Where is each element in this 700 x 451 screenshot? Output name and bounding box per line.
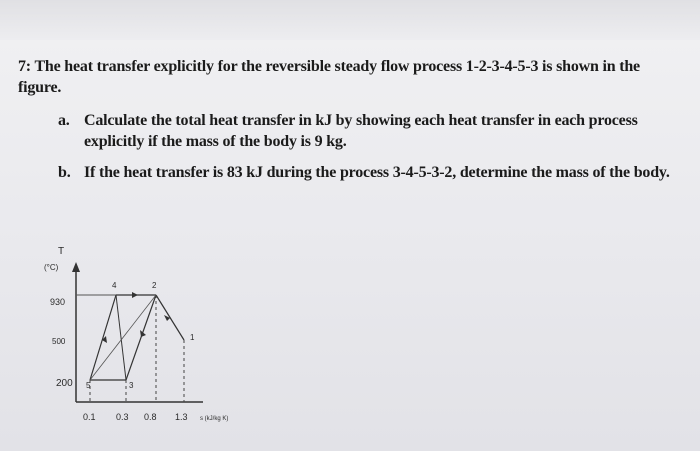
- process-5-4: [90, 295, 116, 380]
- process-2-1: [156, 295, 184, 340]
- point-3-label: 3: [129, 381, 134, 390]
- process-3-4: [116, 295, 126, 380]
- part-a: [58, 110, 678, 170]
- point-2-label: 2: [152, 281, 157, 290]
- part-b: [58, 162, 678, 222]
- ts-diagram: [28, 240, 328, 430]
- y-axis-unit: (°C): [44, 263, 59, 272]
- arrow-4-2: [132, 292, 138, 298]
- part-a-label: a.: [58, 112, 70, 129]
- y-tick-200: 200: [56, 378, 73, 389]
- page-top-shadow: [0, 0, 700, 40]
- x-tick-1.3: 1.3: [175, 412, 188, 422]
- part-b-text: If the heat transfer is 83 kJ during the process 3-4-5-3-2, determine the mass of the body.: [84, 164, 670, 181]
- process-diagonal: [90, 295, 156, 380]
- question-text: 7: The heat transfer explicitly for the reversible steady flow process 1-2-3-4-5-3 is shown in the figure.: [18, 58, 640, 96]
- x-axis-label: s (kJ/kg K): [200, 416, 229, 422]
- x-tick-0.1: 0.1: [83, 412, 96, 422]
- y-tick-930: 930: [50, 297, 66, 307]
- y-axis-symbol: T: [58, 246, 65, 257]
- x-tick-0.8: 0.8: [144, 412, 157, 422]
- process-3-2: [126, 295, 156, 380]
- x-tick-0.3: 0.3: [116, 412, 129, 422]
- y-axis-arrow: [72, 262, 80, 272]
- y-tick-500: 500: [52, 337, 66, 346]
- point-5-label: 5: [86, 381, 91, 390]
- point-4-label: 4: [112, 281, 117, 290]
- point-1-label: 1: [190, 333, 195, 342]
- part-b-label: b.: [58, 164, 71, 181]
- part-a-text: Calculate the total heat transfer in kJ by showing each heat transfer in each process explicitly if the mass of the body is 9 kg.: [84, 112, 638, 150]
- ts-diagram-svg: [28, 240, 328, 430]
